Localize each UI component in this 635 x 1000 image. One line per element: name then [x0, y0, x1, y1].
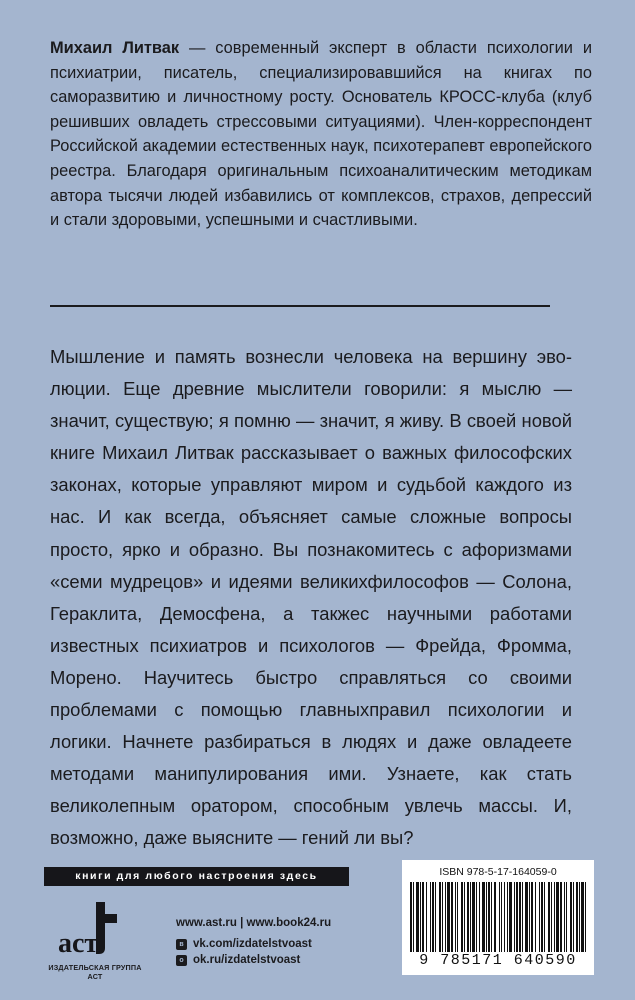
barcode-box: [402, 860, 594, 975]
ok-icon: о: [176, 955, 187, 966]
vk-icon: в: [176, 939, 187, 950]
publisher-logo: [56, 898, 126, 960]
book-annotation: Мышление и память вознесли человека на вершину эволюции. Еще древние мыслители говорили: я мыслю — значит, существую; я помню — значит, я живу. В своей новой книге Михаил Литвак рассказывает о важных философских законах, которые управляют миром и судьбой каждого из нас. И как всегда, объясняет самые сложные вопросы просто, ярко и образно. Вы познакомитесь с афоризмами «семи мудрецов» и идеями великихфилософов — Солона, Гераклита, Демосфена, а такжес научными работами известных психиатров и психологов — Фрейда, Фромма, Морено. Научитесь быстро справляться со своими проблемами с помощью главныхправил психологии и логики. Начнете разбираться в людях и даже овладеете методами манипулирования ими. Узнаете, как стать великолепным оратором, способным увлечь массы. И, возможно, даже выясните — гений ли вы?: [50, 346, 572, 849]
vk-link[interactable]: [176, 938, 312, 950]
divider: [50, 305, 550, 307]
ok-link-text: ok.ru/izdatelstvoast: [193, 954, 301, 966]
publisher-caption: ИЗДАТЕЛЬСКАЯ ГРУППА АСТ: [48, 963, 142, 981]
logo-lettering: аст: [58, 928, 99, 959]
barcode-icon: [410, 882, 586, 952]
author-bio-text: — современный эксперт в области психологии и психиатрии, писатель, специализировавшийся на книгах по саморазвитию и личностному росту. Основатель КРОСС-клуба (клуб решивших овладеть стрессовыми ситуациями). Член-корреспондент Российской академии естественных наук, психотерапевт европейского реестра. Благодаря оригинальным психоаналитическим методикам автора тысячи людей избавились от комплексов, страхов, депрессий и стали здоровыми, успешными и счастливыми.: [50, 39, 593, 230]
author-name: Михаил Литвак: [50, 39, 180, 57]
ok-link[interactable]: [176, 954, 300, 966]
ast-logo-icon: [56, 898, 126, 960]
isbn-text: ISBN 978-5-17-164059-0: [439, 866, 557, 878]
series-banner: книги для любого настроения здесь: [44, 867, 349, 886]
barcode-digits: 9 785171 640590: [419, 952, 577, 969]
publisher-websites[interactable]: www.ast.ru | www.book24.ru: [176, 917, 332, 929]
author-bio: [50, 36, 592, 233]
vk-link-text: vk.com/izdatelstvoast: [193, 938, 312, 950]
